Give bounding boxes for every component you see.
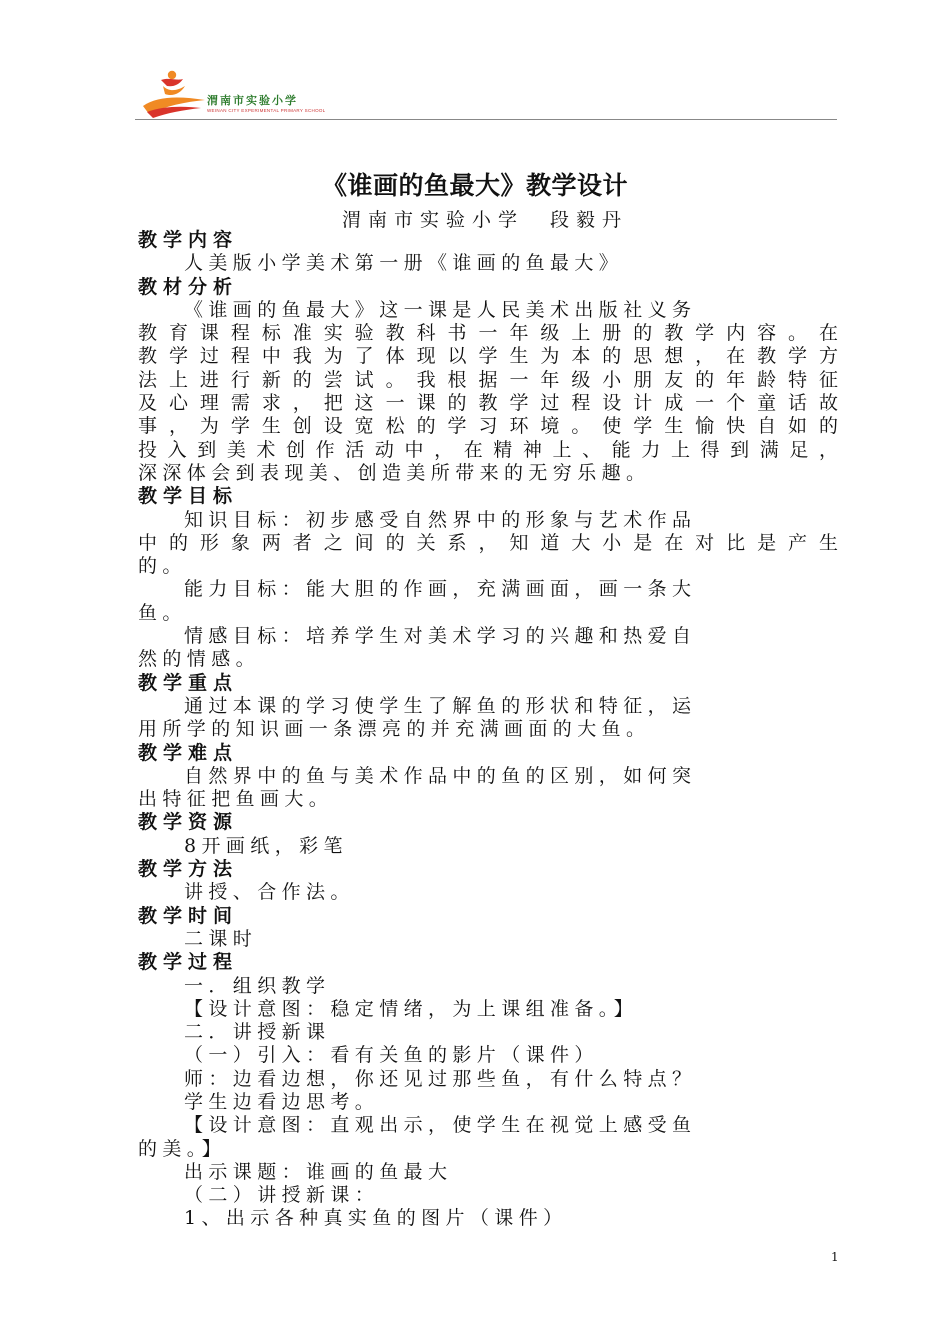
body-line: 讲授、合作法。 [184, 881, 355, 904]
body-line: 鱼。 [138, 601, 187, 624]
body-line: 及心理需求，把这一课的教学过程设计成一个童话故 [138, 392, 838, 415]
body-line: 【设计意图：稳定情绪，为上课组准备。】 [184, 997, 639, 1020]
section-heading: 教学内容 [138, 229, 239, 251]
body-line: 的美。】 [138, 1137, 227, 1160]
body-line: 用所学的知识画一条漂亮的并充满画面的大鱼。 [138, 718, 651, 741]
body-line: （一）引入：看有关鱼的影片（课件） [184, 1044, 599, 1067]
document-body [138, 229, 838, 1231]
body-line: 1、出示各种真实鱼的图片（课件） [184, 1207, 568, 1230]
section-heading: 教学重点 [138, 671, 239, 694]
body-line: 教育课程标准实验教科书一年级上册的教学内容。在 [138, 322, 838, 345]
body-line: （二）讲授新课： [184, 1184, 380, 1207]
body-line: 的。 [138, 555, 187, 578]
section-heading: 教学难点 [138, 741, 239, 764]
section-heading: 教学方法 [138, 858, 239, 881]
school-name-cn: 渭南市实验小学 [207, 94, 298, 107]
body-line: 法上进行新的尝试。我根据一年级小朋友的年龄特征 [138, 368, 838, 391]
body-line: 二课时 [184, 927, 258, 950]
author-line: 渭南市实验小学 段毅丹 [342, 209, 629, 231]
body-line: 教学过程中我为了体现以学生为本的思想，在教学方 [138, 345, 838, 368]
section-heading: 教材分析 [138, 275, 239, 298]
page-number: 1 [831, 1250, 839, 1264]
body-line: 事，为学生创设宽松的学习环境。使学生愉快自如的 [138, 415, 838, 438]
body-line: 然的情感。 [138, 648, 261, 671]
body-line: 《谁画的鱼最大》这一课是人民美术出版社义务 [184, 298, 697, 321]
section-heading: 教学资源 [138, 811, 239, 834]
body-line: 出特征把鱼画大。 [138, 788, 334, 811]
body-line: 投入到美术创作活动中，在精神上、能力上得到满足， [138, 438, 838, 461]
header-divider [135, 119, 837, 120]
section-heading: 教学时间 [138, 904, 239, 927]
school-name-en: WEINAN CITY EXPERIMENTAL PRIMARY SCHOOL [207, 108, 326, 113]
body-line: 【设计意图：直观出示，使学生在视觉上感受鱼 [184, 1114, 697, 1137]
body-line: 深深体会到表现美、创造美所带来的无穷乐趣。 [138, 461, 651, 484]
section-heading: 教学过程 [138, 951, 239, 974]
body-line: 情感目标：培养学生对美术学习的兴趣和热爱自 [184, 625, 697, 648]
body-line: 中的形象两者之间的关系，知道大小是在对比是产生 [138, 531, 838, 554]
body-line: 知识目标：初步感受自然界中的形象与艺术作品 [184, 508, 697, 531]
document-title: 《谁画的鱼最大》教学设计 [321, 171, 628, 200]
body-line: 自然界中的鱼与美术作品中的鱼的区别，如何突 [184, 764, 697, 787]
school-logo-icon [139, 66, 209, 118]
body-line: 师：边看边想，你还见过那些鱼，有什么特点？ [184, 1067, 697, 1090]
body-line: 通过本课的学习使学生了解鱼的形状和特征，运 [184, 694, 697, 717]
body-line: 二．讲授新课 [184, 1021, 331, 1044]
body-line: 学生边看边思考。 [184, 1090, 380, 1113]
body-line: 8开画纸，彩笔 [184, 834, 348, 857]
section-heading: 教学目标 [138, 485, 239, 508]
body-line: 能力目标：能大胆的作画，充满画面，画一条大 [184, 578, 697, 601]
page-header [135, 62, 837, 122]
body-line: 出示课题：谁画的鱼最大 [184, 1160, 453, 1183]
body-line: 人美版小学美术第一册《谁画的鱼最大》 [184, 252, 624, 275]
body-line: 一．组织教学 [184, 974, 331, 997]
